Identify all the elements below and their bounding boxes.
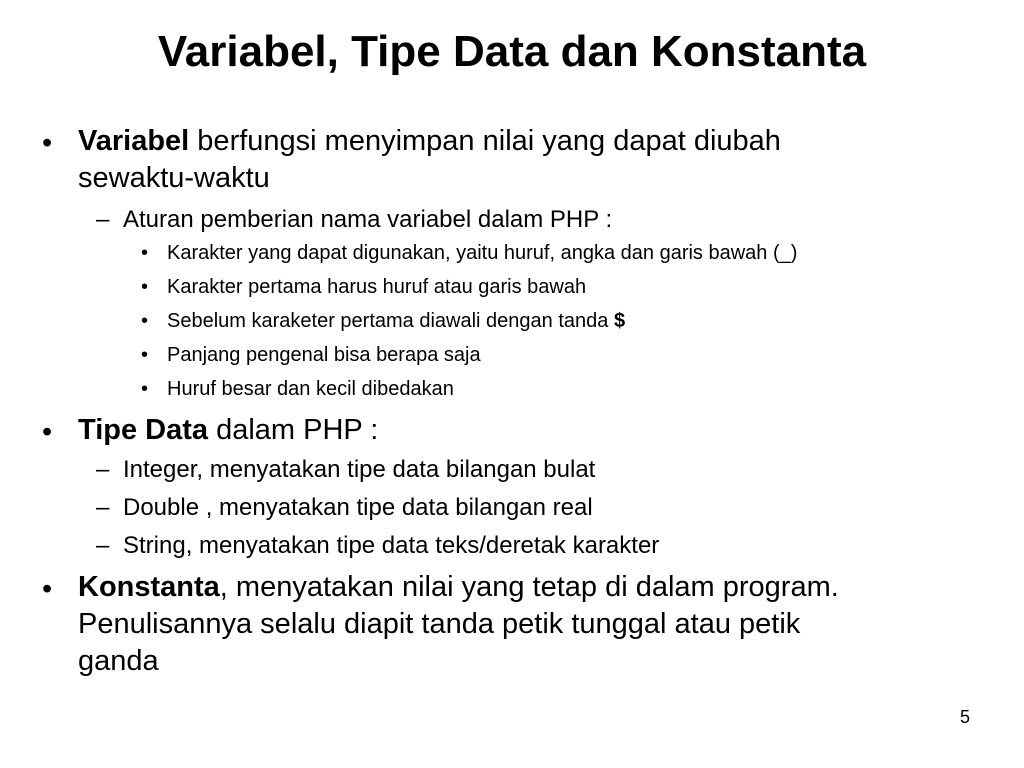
list-item-rule: Karakter yang dapat digunakan, yaitu huruf, angka dan garis bawah (_) (167, 242, 798, 264)
dash-bullet-icon: – (96, 532, 110, 559)
bullet-l1-icon: • (42, 127, 53, 159)
bullet-l3-icon: • (141, 378, 149, 400)
variabel-description: berfungsi menyimpan nilai yang dapat diubah (189, 125, 781, 157)
konstanta-description-line2: Penulisannya selalu diapit tanda petik tunggal atau petik (78, 608, 801, 640)
list-item-rule: Panjang pengenal bisa berapa saja (167, 344, 481, 366)
bullet-l3-icon: • (141, 310, 149, 332)
list-item-aturan: Aturan pemberian nama variabel dalam PHP : (123, 206, 613, 233)
list-item-type: Double , menyatakan tipe data bilangan real (123, 494, 593, 521)
dash-bullet-icon: – (96, 456, 110, 483)
rule-text: Sebelum karaketer pertama diawali dengan tanda (167, 310, 614, 332)
dash-bullet-icon: – (96, 206, 110, 233)
list-item-variabel (78, 123, 781, 160)
bullet-l3-icon: • (141, 344, 149, 366)
list-item-rule (167, 308, 625, 334)
bullet-l3-icon: • (141, 242, 149, 264)
term-tipe-data: Tipe Data (78, 414, 209, 446)
list-item-rule: Huruf besar dan kecil dibedakan (167, 378, 454, 400)
tipe-data-description: dalam PHP : (208, 414, 379, 446)
page-number: 5 (959, 707, 970, 727)
konstanta-description-line3: ganda (78, 645, 159, 677)
list-item-tipe-data (78, 412, 378, 449)
variabel-description-line2: sewaktu-waktu (78, 162, 270, 194)
bullet-l1-icon: • (42, 573, 53, 605)
term-konstanta: Konstanta (78, 571, 220, 603)
list-item-konstanta (78, 569, 839, 606)
list-item-type: Integer, menyatakan tipe data bilangan bulat (123, 456, 596, 483)
dollar-sign: $ (613, 310, 626, 332)
list-item-type: String, menyatakan tipe data teks/deretak karakter (123, 532, 660, 559)
term-variabel: Variabel (78, 125, 190, 157)
bullet-l1-icon: • (42, 416, 53, 448)
slide-title: Variabel, Tipe Data dan Konstanta (157, 27, 867, 76)
list-item-rule: Karakter pertama harus huruf atau garis bawah (167, 276, 587, 298)
dash-bullet-icon: – (96, 494, 110, 521)
bullet-l3-icon: • (141, 276, 149, 298)
konstanta-description: , menyatakan nilai yang tetap di dalam program. (219, 571, 839, 603)
